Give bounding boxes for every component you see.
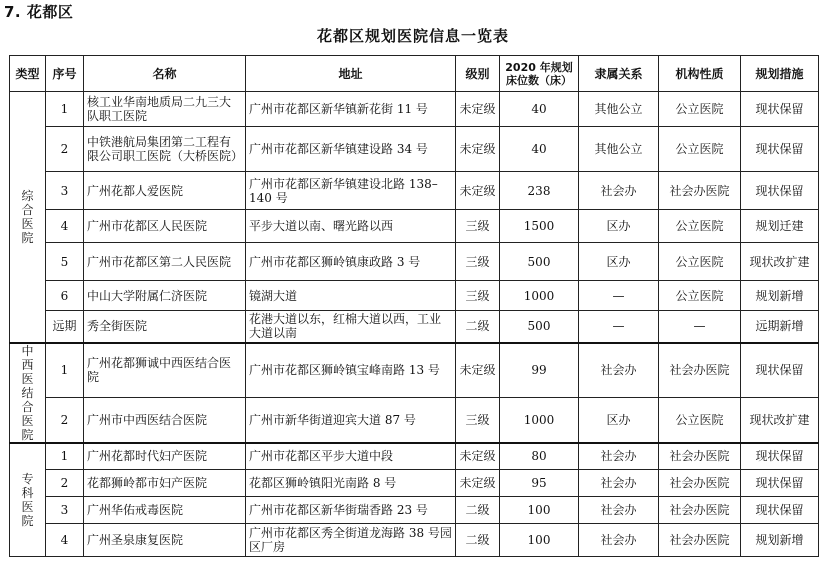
measure-cell: 现状改扩建 <box>741 243 819 281</box>
measure-cell: 现状保留 <box>741 172 819 210</box>
nature-cell: 社会办医院 <box>659 497 741 524</box>
level-cell: 二级 <box>456 497 500 524</box>
level-cell: 未定级 <box>456 443 500 470</box>
table-row <box>10 443 819 470</box>
measure-cell: 规划新增 <box>741 281 819 311</box>
measure-cell: 远期新增 <box>741 311 819 343</box>
seq-cell: 6 <box>46 281 84 311</box>
type-label-char: 医 <box>21 371 34 386</box>
beds-cell: 500 <box>500 311 579 343</box>
beds-cell: 100 <box>500 497 579 524</box>
name-cell: 中山大学附属仁济医院 <box>84 281 246 311</box>
table-row <box>10 127 819 172</box>
address-cell: 广州市花都区新华镇建设路 34 号 <box>246 127 456 172</box>
name-cell: 秀全街医院 <box>84 311 246 343</box>
type-label-char: 医 <box>21 216 34 231</box>
affiliation-cell: — <box>579 281 659 311</box>
level-cell: 二级 <box>456 524 500 557</box>
beds-cell: 100 <box>500 524 579 557</box>
affiliation-cell: 社会办 <box>579 497 659 524</box>
measure-cell: 现状保留 <box>741 92 819 127</box>
name-cell: 广州市花都区第二人民医院 <box>84 243 246 281</box>
table-row <box>10 524 819 557</box>
seq-cell: 1 <box>46 343 84 398</box>
affiliation-cell: 社会办 <box>579 470 659 497</box>
name-cell: 核工业华南地质局二九三大队职工医院 <box>84 92 246 127</box>
seq-cell: 2 <box>46 127 84 172</box>
type-label-char: 科 <box>21 485 34 500</box>
beds-cell: 1000 <box>500 281 579 311</box>
header-name: 名称 <box>84 56 246 92</box>
nature-cell: 公立医院 <box>659 210 741 243</box>
address-cell: 花都区狮岭镇阳光南路 8 号 <box>246 470 456 497</box>
address-cell: 广州市花都区狮岭镇康政路 3 号 <box>246 243 456 281</box>
type-label-char: 医 <box>21 413 34 428</box>
seq-cell: 3 <box>46 172 84 210</box>
address-cell: 广州市花都区狮岭镇宝峰南路 13 号 <box>246 343 456 398</box>
affiliation-cell: — <box>579 311 659 343</box>
beds-cell: 40 <box>500 127 579 172</box>
affiliation-cell: 社会办 <box>579 172 659 210</box>
nature-cell: 社会办医院 <box>659 172 741 210</box>
header-type: 类型 <box>10 56 46 92</box>
beds-cell: 1500 <box>500 210 579 243</box>
affiliation-cell: 区办 <box>579 243 659 281</box>
section-heading: 7. 花都区 <box>4 3 74 21</box>
address-cell: 广州市花都区秀全街道龙海路 38 号园区厂房 <box>246 524 456 557</box>
nature-cell: — <box>659 311 741 343</box>
header-seq: 序号 <box>46 56 84 92</box>
header-address: 地址 <box>246 56 456 92</box>
level-cell: 未定级 <box>456 92 500 127</box>
table-row <box>10 343 819 398</box>
address-cell: 平步大道以南、曙光路以西 <box>246 210 456 243</box>
beds-cell: 500 <box>500 243 579 281</box>
affiliation-cell: 其他公立 <box>579 127 659 172</box>
type-label-char: 专 <box>21 471 34 486</box>
affiliation-cell: 社会办 <box>579 343 659 398</box>
level-cell: 三级 <box>456 281 500 311</box>
measure-cell: 现状保留 <box>741 470 819 497</box>
header-nature: 机构性质 <box>659 56 741 92</box>
seq-cell: 4 <box>46 210 84 243</box>
measure-cell: 现状保留 <box>741 343 819 398</box>
table-row <box>10 497 819 524</box>
level-cell: 三级 <box>456 210 500 243</box>
level-cell: 三级 <box>456 243 500 281</box>
seq-cell: 3 <box>46 497 84 524</box>
nature-cell: 社会办医院 <box>659 470 741 497</box>
affiliation-cell: 区办 <box>579 397 659 442</box>
type-label-char: 院 <box>21 230 34 245</box>
nature-cell: 社会办医院 <box>659 343 741 398</box>
affiliation-cell: 其他公立 <box>579 92 659 127</box>
type-cell <box>10 443 46 557</box>
table-body <box>10 92 819 557</box>
type-cell <box>10 343 46 443</box>
type-label-char: 结 <box>21 385 34 400</box>
nature-cell: 社会办医院 <box>659 443 741 470</box>
nature-cell: 公立医院 <box>659 243 741 281</box>
nature-cell: 公立医院 <box>659 281 741 311</box>
name-cell: 广州花都人爱医院 <box>84 172 246 210</box>
table-row <box>10 470 819 497</box>
name-cell: 广州花都狮诚中西医结合医院 <box>84 343 246 398</box>
seq-cell: 1 <box>46 92 84 127</box>
affiliation-cell: 社会办 <box>579 443 659 470</box>
name-cell: 中铁港航局集团第二工程有限公司职工医院（大桥医院） <box>84 127 246 172</box>
measure-cell: 现状保留 <box>741 443 819 470</box>
address-cell: 镜湖大道 <box>246 281 456 311</box>
beds-cell: 95 <box>500 470 579 497</box>
beds-cell: 80 <box>500 443 579 470</box>
header-measure: 规划措施 <box>741 56 819 92</box>
table-title: 花都区规划医院信息一览表 <box>316 27 509 45</box>
type-label-char: 医 <box>21 499 34 514</box>
seq-cell: 远期 <box>46 311 84 343</box>
type-label-char: 中 <box>21 343 34 358</box>
type-label-char: 综 <box>21 188 34 203</box>
seq-cell: 2 <box>46 397 84 442</box>
name-cell: 花都狮岭都市妇产医院 <box>84 470 246 497</box>
seq-cell: 2 <box>46 470 84 497</box>
table-row <box>10 172 819 210</box>
address-cell: 广州市花都区新华镇建设北路 138–140 号 <box>246 172 456 210</box>
name-cell: 广州市中西医结合医院 <box>84 397 246 442</box>
nature-cell: 公立医院 <box>659 92 741 127</box>
table-row <box>10 397 819 442</box>
beds-cell: 99 <box>500 343 579 398</box>
type-label-char: 合 <box>21 202 34 217</box>
level-cell: 二级 <box>456 311 500 343</box>
type-label-char: 院 <box>21 427 34 442</box>
seq-cell: 1 <box>46 443 84 470</box>
address-cell: 广州市新华街道迎宾大道 87 号 <box>246 397 456 442</box>
name-cell: 广州花都时代妇产医院 <box>84 443 246 470</box>
affiliation-cell: 区办 <box>579 210 659 243</box>
measure-cell: 现状保留 <box>741 127 819 172</box>
address-cell: 广州市花都区平步大道中段 <box>246 443 456 470</box>
measure-cell: 规划新增 <box>741 524 819 557</box>
table-row <box>10 281 819 311</box>
header-level: 级别 <box>456 56 500 92</box>
address-cell: 广州市花都区新华镇新花街 11 号 <box>246 92 456 127</box>
nature-cell: 公立医院 <box>659 397 741 442</box>
address-cell: 广州市花都区新华街瑞香路 23 号 <box>246 497 456 524</box>
nature-cell: 社会办医院 <box>659 524 741 557</box>
table-row <box>10 243 819 281</box>
type-label-char: 西 <box>21 357 34 372</box>
level-cell: 未定级 <box>456 470 500 497</box>
hospital-table <box>9 55 819 557</box>
address-cell: 花港大道以东，红棉大道以西，工业大道以南 <box>246 311 456 343</box>
name-cell: 广州圣泉康复医院 <box>84 524 246 557</box>
level-cell: 未定级 <box>456 172 500 210</box>
measure-cell: 现状改扩建 <box>741 397 819 442</box>
name-cell: 广州市花都区人民医院 <box>84 210 246 243</box>
beds-cell: 238 <box>500 172 579 210</box>
header-beds: 2020 年规划床位数（床） <box>500 56 579 92</box>
type-label-char: 院 <box>21 513 34 528</box>
level-cell: 三级 <box>456 397 500 442</box>
measure-cell: 现状保留 <box>741 497 819 524</box>
level-cell: 未定级 <box>456 127 500 172</box>
name-cell: 广州华佑戒毒医院 <box>84 497 246 524</box>
beds-cell: 40 <box>500 92 579 127</box>
beds-cell: 1000 <box>500 397 579 442</box>
nature-cell: 公立医院 <box>659 127 741 172</box>
table-row <box>10 92 819 127</box>
measure-cell: 规划迁建 <box>741 210 819 243</box>
affiliation-cell: 社会办 <box>579 524 659 557</box>
table-row <box>10 210 819 243</box>
seq-cell: 5 <box>46 243 84 281</box>
header-row <box>10 56 819 92</box>
type-cell <box>10 92 46 343</box>
seq-cell: 4 <box>46 524 84 557</box>
level-cell: 未定级 <box>456 343 500 398</box>
type-label-char: 合 <box>21 399 34 414</box>
table-row <box>10 311 819 343</box>
header-affiliation: 隶属关系 <box>579 56 659 92</box>
